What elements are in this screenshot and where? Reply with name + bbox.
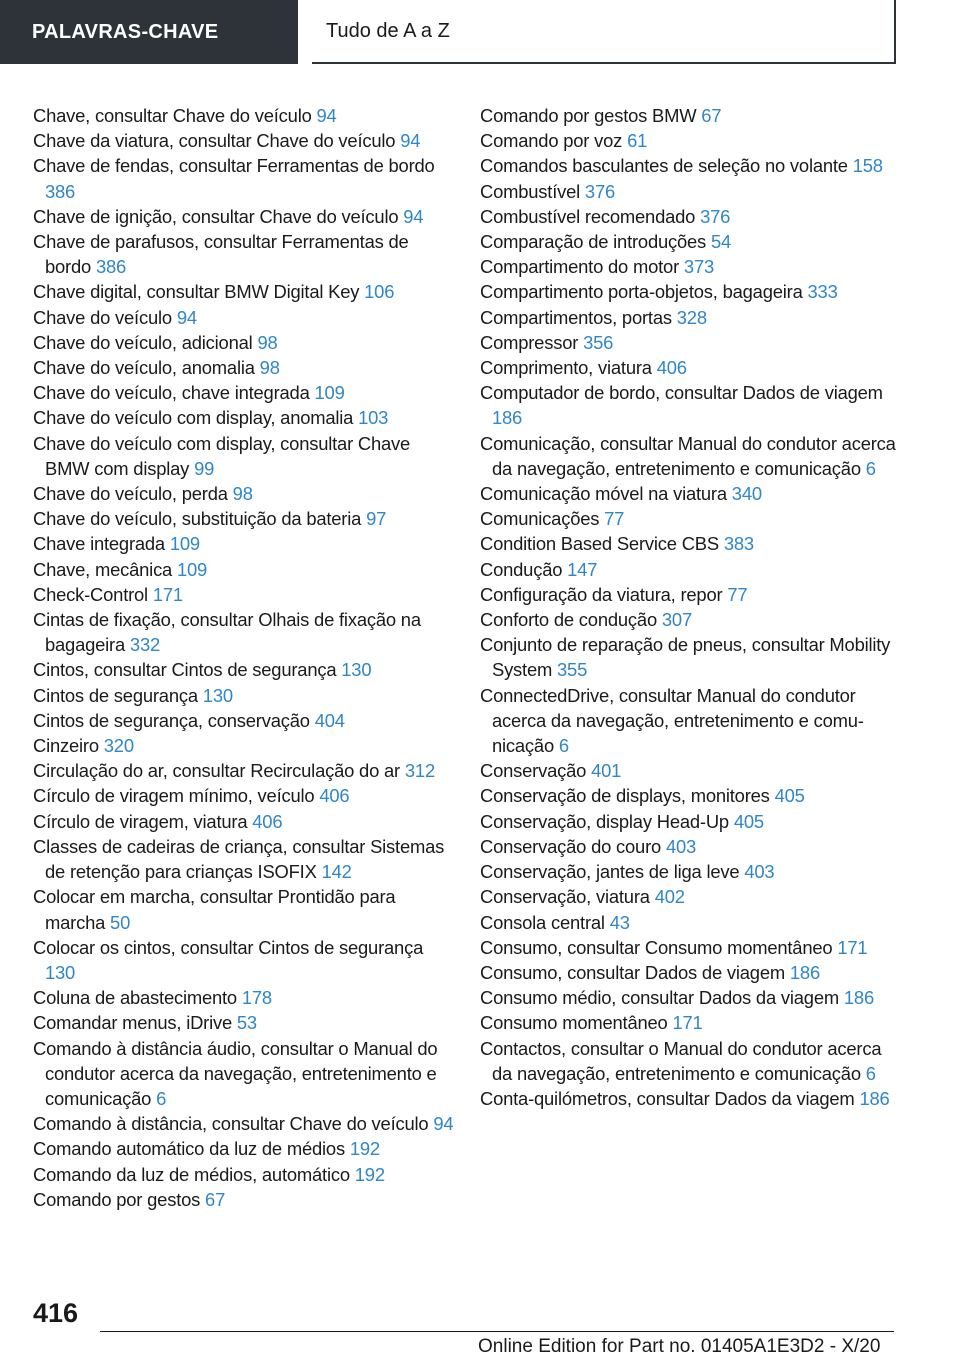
index-entry-term: Chave da viatura, consultar Chave do veículo [33,130,401,152]
index-entry-page-link[interactable]: 192 [354,1163,385,1185]
index-entry [480,506,900,531]
index-entry-term: ConnectedDrive, consultar Manual do condutor acerca da navegação, entretenimento e comunicação [480,684,864,757]
index-entry [33,1136,458,1161]
index-entry-term: Conforto de condução [480,609,662,631]
index-entry-page-link[interactable]: 403 [744,861,775,883]
index-entry [480,809,900,834]
index-entry-page-link[interactable]: 178 [241,987,272,1009]
index-entry-page-link[interactable]: 158 [852,155,883,177]
index-entry-term: Condition Based Service CBS [480,533,724,555]
index-entry-term: Chave do veículo com display, consultar Chave BMW com display [33,432,411,479]
index-entry [480,834,900,859]
index-entry-page-link[interactable]: 405 [774,785,805,807]
index-entry-term: Cinzeiro [33,735,104,757]
index-column-left [33,103,458,1212]
index-entry-page-link[interactable]: 94 [176,306,197,328]
index-entry-term: Comando à distância áudio, consultar o Manual do condutor acerca da navegação, entretenimento e comunicação [33,1037,438,1109]
index-entry [480,607,900,632]
section-header [312,0,896,64]
index-entry-page-link[interactable]: 192 [349,1138,380,1160]
index-entry-term: Comando por gestos [33,1188,206,1210]
index-entry-page-link[interactable]: 99 [194,457,215,479]
index-entry-page-link[interactable]: 320 [103,735,134,757]
index-entry [480,935,900,960]
index-entry-term: Chave integrada [33,533,170,555]
index-entry-page-link[interactable]: 6 [156,1087,167,1109]
index-entry-page-link[interactable]: 94 [400,130,421,152]
index-entry [33,783,458,808]
index-entry [33,405,458,430]
index-entry [33,305,458,330]
index-entry-term: Conservação, jantes de liga leve [480,861,745,883]
index-entry [33,380,458,405]
index-entry-term: Chave do veículo [33,306,177,328]
index-entry [480,683,900,759]
index-entry [480,380,900,430]
index-entry-page-link[interactable]: 333 [807,281,838,303]
index-column-right [480,103,900,1111]
index-entry [33,204,458,229]
index-entry-term: Check-Control [33,583,153,605]
index-entry [33,531,458,556]
index-entry-term: Coluna de abastecimento [33,987,242,1009]
index-entry-page-link[interactable]: 406 [656,357,687,379]
index-entry-term: Chave do veículo com display, anomalia [33,407,359,429]
index-entry [480,985,900,1010]
index-entry-term: Chave, consultar Chave do veículo [33,105,317,126]
index-entry [480,179,900,204]
index-entry-page-link[interactable]: 130 [202,684,233,706]
index-entry-term: Condução [480,558,568,580]
index-entry [33,834,458,884]
index-entry-term: Comprimento, viatura [480,357,657,379]
index-entry-page-link[interactable]: 6 [865,457,876,479]
index-entry-page-link[interactable]: 406 [319,785,350,807]
index-entry-page-link[interactable]: 386 [45,180,76,202]
index-entry-page-link[interactable]: 373 [683,256,715,278]
index-entry [480,910,900,935]
index-entry [33,431,458,481]
index-entry [33,1111,458,1136]
index-entry-page-link[interactable]: 142 [321,861,352,883]
index-entry-page-link[interactable]: 186 [789,961,820,983]
index-entry [480,1010,900,1035]
index-entry [33,809,458,834]
index-entry-term: Compressor [480,331,584,353]
index-entry-term: Chave do veículo, anomalia [33,357,260,379]
index-entry [33,582,458,607]
index-entry-page-link[interactable]: 98 [232,483,253,505]
index-entry [480,153,900,178]
index-entry-term: Cintos, consultar Cintos de segurança [33,659,342,681]
index-entry [480,859,900,884]
index-entry [33,557,458,582]
index-entry [480,103,900,128]
index-entry-page-link[interactable]: 406 [252,810,283,832]
index-entry-term: Compartimento do motor [480,256,684,278]
index-entry-term: Chave, mecânica [33,558,177,580]
index-entry-term: Círculo de viragem, viatura [33,810,253,832]
index-entry [480,783,900,808]
index-entry [480,632,900,682]
index-entry [33,657,458,682]
index-entry-page-link[interactable]: 171 [837,936,868,958]
index-entry [480,254,900,279]
index-entry [33,884,458,934]
index-entry [33,607,458,657]
index-entry-page-link[interactable]: 77 [604,508,625,530]
index-entry [33,229,458,279]
index-entry-page-link[interactable]: 402 [654,886,685,908]
index-entry-page-link[interactable]: 356 [583,331,614,353]
index-entry-page-link[interactable]: 147 [567,558,598,580]
index-entry [480,531,900,556]
index-entry-page-link[interactable]: 340 [731,483,762,505]
index-entry-term: Consumo momentâneo [480,1012,673,1034]
index-entry-page-link[interactable]: 54 [710,231,732,253]
index-entry-page-link[interactable]: 307 [661,609,692,631]
index-entry-term: Comunicações [480,508,605,530]
index-entry-term: Conservação, viatura [480,886,655,908]
index-entry-page-link[interactable]: 98 [259,357,280,379]
index-entry-page-link[interactable]: 355 [557,659,588,681]
index-entry [33,1187,458,1212]
index-entry-page-link[interactable]: 94 [433,1113,454,1135]
index-entry-term: Chave do veículo, substituição da bateria [33,508,367,530]
index-entry-term: Comandos basculantes de seleção no volante [480,155,853,177]
index-entry-page-link[interactable]: 328 [676,306,707,328]
index-entry-term: Conservação [480,760,592,782]
footer-edition-text: Online Edition for Part no. 01405A1E3D2 - X/20 [478,1336,881,1357]
index-entry [480,431,900,481]
index-entry-page-link[interactable]: 130 [45,961,76,983]
index-entry-term: Conservação de displays, monitores [480,785,775,807]
index-entry [480,128,900,153]
index-entry-term: Comando automático da luz de médios [33,1138,350,1160]
index-entry-page-link[interactable]: 404 [314,709,345,731]
index-entry-term: Chave de parafusos, consultar Ferramentas de bordo [33,231,409,278]
index-entry-term: Comando à distância, consultar Chave do veículo [33,1113,434,1135]
index-entry [33,733,458,758]
index-entry-term: Computador de bordo, consultar Dados de viagem [480,382,883,404]
index-entry-page-link[interactable]: 50 [110,911,131,933]
index-entry-term: Colocar em marcha, consultar Prontidão para marcha [33,886,396,933]
index-entry-page-link[interactable]: 106 [364,281,395,303]
section-header-label: Tudo de A a Z [326,19,450,42]
index-entry [33,481,458,506]
index-entry-term: Conjunto de reparação de pneus, consultar Mobility System [480,634,891,681]
index-entry-term: Compartimentos, portas [480,306,677,328]
index-entry [480,481,900,506]
section-tab-label: PALAVRAS-CHAVE [32,20,219,43]
index-entry-page-link[interactable]: 130 [341,659,372,681]
index-entry [480,758,900,783]
index-entry-page-link[interactable]: 109 [177,558,208,580]
index-entry-term: Configuração da viatura, repor [480,583,728,605]
index-entry-page-link[interactable]: 61 [627,130,648,152]
index-entry-page-link[interactable]: 386 [95,256,127,278]
index-entry-term: Classes de cadeiras de criança, consultar Sistemas de retenção para crianças ISOFIX [33,835,445,883]
index-entry-term: Chave de ignição, consultar Chave do veículo [33,205,404,227]
index-entry [480,204,900,229]
index-entry-term: Cintas de fixação, consultar Olhais de fixação na bagageira [33,609,421,656]
index-entry [33,985,458,1010]
index-entry-page-link[interactable]: 98 [257,331,278,353]
index-entry-term: Contactos, consultar o Manual do condutor acerca da navegação, entretenimento e comunicação [480,1037,882,1084]
index-entry-term: Comparação de introduções [480,231,711,253]
index-entry-page-link[interactable]: 332 [129,634,161,656]
index-entry-page-link[interactable]: 53 [236,1012,257,1034]
index-entry-term: Chave do veículo, chave integrada [33,382,315,404]
index-entry [480,884,900,909]
index-entry [33,330,458,355]
index-entry-term: Combustível recomendado [480,205,701,227]
index-entry [33,935,458,985]
index-entry [33,708,458,733]
index-entry-term: Consumo, consultar Dados de viagem [480,961,790,983]
index-entry [480,305,900,330]
index-entry-term: Comandar menus, iDrive [33,1012,237,1034]
index-entry-term: Consumo, consultar Consumo momentâneo [480,936,838,958]
index-entry-term: Comunicação, consultar Manual do condutor acerca da navegação, entretenimento e comunicação [480,432,896,479]
index-entry-page-link[interactable]: 94 [316,105,337,126]
index-entry-term: Consumo médio, consultar Dados da viagem [480,987,844,1009]
index-entry-term: Comando por voz [480,130,628,152]
index-entry [33,1036,458,1112]
index-entry-page-link[interactable]: 94 [403,205,424,227]
index-entry-page-link[interactable]: 312 [404,760,435,782]
index-entry-page-link[interactable]: 67 [205,1188,226,1210]
index-entry-page-link[interactable]: 376 [584,180,616,202]
page-number: 416 [33,1298,79,1328]
index-entry [480,1036,900,1086]
index-entry-term: Comando da luz de médios, automático [33,1163,355,1185]
index-entry-page-link[interactable]: 67 [701,105,722,126]
index-entry-term: Consola central [480,911,610,933]
index-entry-page-link[interactable]: 186 [843,987,874,1009]
index-entry [480,229,900,254]
index-entry-term: Cintos de segurança [33,684,203,706]
index-entry-term: Conservação, display Head-Up [480,810,734,832]
index-entry-term: Chave do veículo, perda [33,483,233,505]
index-entry-term: Comando por gestos BMW [480,105,702,126]
index-entry-page-link[interactable]: 186 [859,1087,890,1109]
index-entry-page-link[interactable]: 171 [152,583,183,605]
index-entry-page-link[interactable]: 97 [366,508,387,530]
index-entry [33,1010,458,1035]
index-entry [480,330,900,355]
index-entry [480,582,900,607]
index-entry-term: Colocar os cintos, consultar Cintos de segurança [33,936,424,958]
index-entry [33,355,458,380]
index-entry-term: Círculo de viragem mínimo, veículo [33,785,320,807]
index-entry [33,128,458,153]
index-entry-term: Comunicação móvel na viatura [480,483,732,505]
index-entry-page-link[interactable]: 186 [492,407,523,429]
index-entry-page-link[interactable]: 43 [609,911,630,933]
index-entry-term: Chave do veículo, adicional [33,331,258,353]
section-tab [0,0,298,64]
index-entry [33,153,458,203]
index-entry [480,960,900,985]
index-entry-term: Conservação do couro [480,835,666,857]
index-entry-page-link[interactable]: 403 [665,835,697,857]
index-entry [33,506,458,531]
index-entry-page-link[interactable]: 77 [727,583,748,605]
index-entry-page-link[interactable]: 103 [358,407,389,429]
index-entry [480,355,900,380]
index-entry-term: Chave digital, consultar BMW Digital Key [33,281,365,303]
index-entry-term: Combustível [480,180,585,202]
index-entry [33,1162,458,1187]
index-entry [480,1086,900,1111]
index-entry-page-link[interactable]: 401 [591,760,622,782]
index-entry [33,103,458,128]
index-entry [480,279,900,304]
index-entry-term: Compartimento porta-objetos, bagageira [480,281,808,303]
index-entry-term: Circulação do ar, consultar Recirculação do ar [33,760,405,782]
index-entry [480,557,900,582]
index-entry-term: Chave de fendas, consultar Ferramentas de bordo [33,155,435,177]
index-entry [33,758,458,783]
index-entry-page-link[interactable]: 6 [558,735,569,757]
index-entry-page-link[interactable]: 376 [700,205,731,227]
index-entry-page-link[interactable]: 109 [314,382,345,404]
index-entry-term: Conta-quilómetros, consultar Dados da viagem [480,1087,860,1109]
index-entry-page-link[interactable]: 6 [865,1062,876,1084]
index-entry-page-link[interactable]: 109 [169,533,200,555]
index-entry [33,279,458,304]
index-entry-term: Cintos de segurança, conservação [33,709,315,731]
index-entry-page-link[interactable]: 383 [723,533,754,555]
index-entry-page-link[interactable]: 405 [733,810,764,832]
footer-divider [100,1331,894,1332]
index-entry [33,683,458,708]
index-entry-page-link[interactable]: 171 [672,1012,703,1034]
